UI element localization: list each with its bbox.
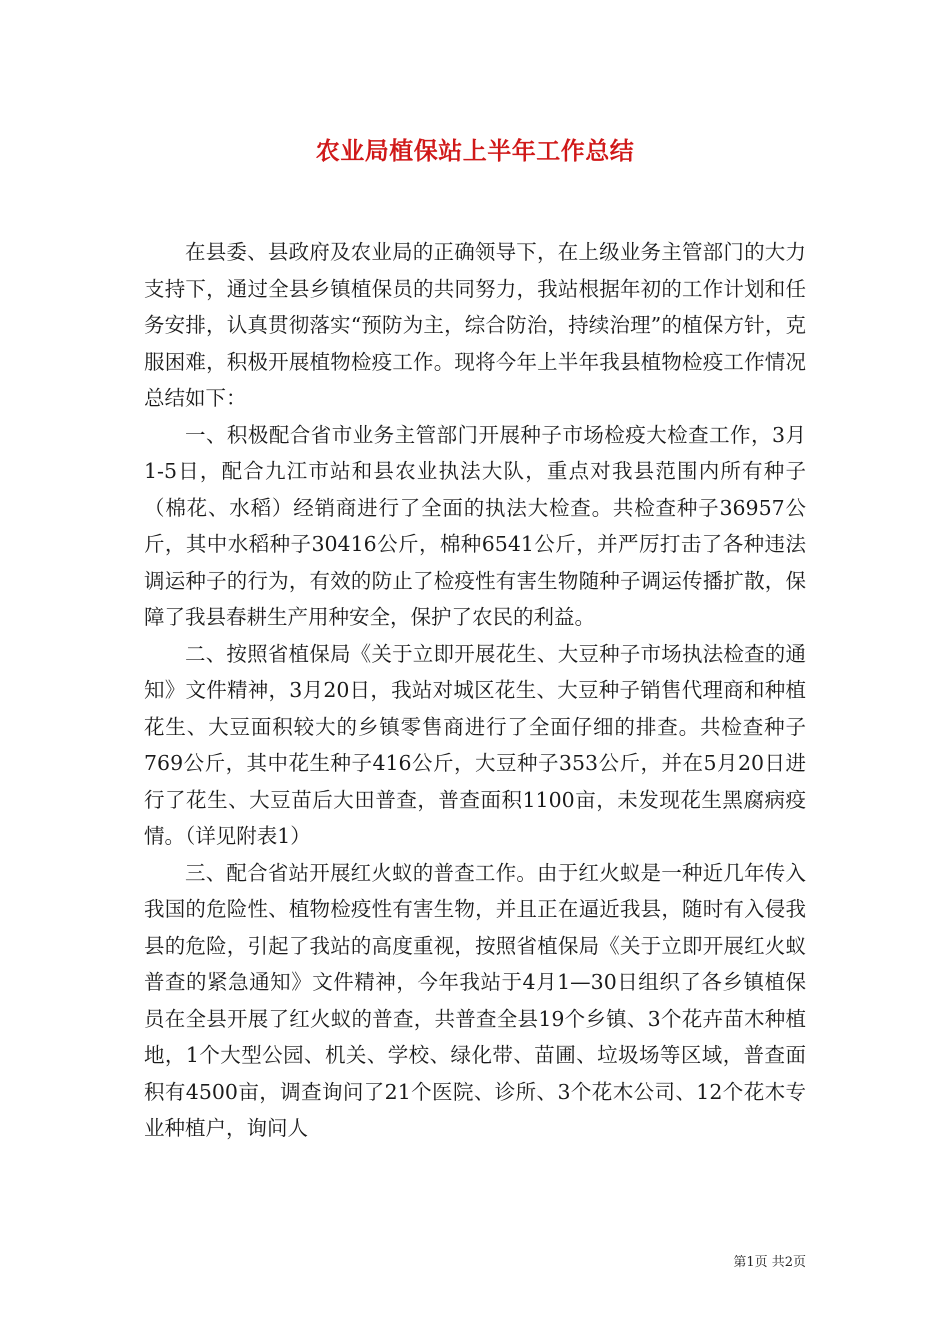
document-title: 农业局植保站上半年工作总结	[315, 136, 635, 165]
paragraph-section-2: 二、按照省植保局《关于立即开展花生、大豆种子市场执法检查的通知》文件精神，3月20日，我站对城区花生、大豆种子销售代理商和种植花生、大豆面积较大的乡镇零售商进行了全面仔细的排查。共检查种子769公斤，其中花生种子416公斤，大豆种子353公斤，并在5月20日进行了花生、大豆苗后大田普查，普查面积1100亩，未发现花生黑腐病疫情。（详见附表1）	[144, 641, 806, 848]
document-body	[144, 234, 806, 1147]
paragraph-intro: 在县委、县政府及农业局的正确领导下，在上级业务主管部门的大力支持下，通过全县乡镇植保员的共同努力，我站根据年初的工作计划和任务安排，认真贯彻落实“预防为主，综合防治，持续治理”的植保方针，克服困难，积极开展植物检疫工作。现将今年上半年我县植物检疫工作情况总结如下：	[144, 240, 806, 410]
paragraph-section-3: 三、配合省站开展红火蚁的普查工作。由于红火蚁是一种近几年传入我国的危险性、植物检疫性有害生物，并且正在逼近我县，随时有入侵我县的危险，引起了我站的高度重视，按照省植保局《关于立即开展红火蚁普查的紧急通知》文件精神，今年我站于4月1—30日组织了各乡镇植保员在全县开展了红火蚁的普查，共普查全县19个乡镇、3个花卉苗木种植地，1个大型公园、机关、学校、绿化带、苗圃、垃圾场等区域，普查面积有4500亩，调查询问了21个医院、诊所、3个花木公司、12个花木专业种植户，询问人	[144, 860, 806, 1140]
page-number-footer: 第1页 共2页	[733, 1255, 806, 1270]
paragraph-section-1: 一、积极配合省市业务主管部门开展种子市场检疫大检查工作，3月1-5日，配合九江市站和县农业执法大队，重点对我县范围内所有种子（棉花、水稻）经销商进行了全面的执法大检查。共检查种子36957公斤，其中水稻种子30416公斤，棉种6541公斤，并严厉打击了各种违法调运种子的行为，有效的防止了检疫性有害生物随种子调运传播扩散，保障了我县春耕生产用种安全，保护了农民的利益。	[144, 422, 806, 629]
